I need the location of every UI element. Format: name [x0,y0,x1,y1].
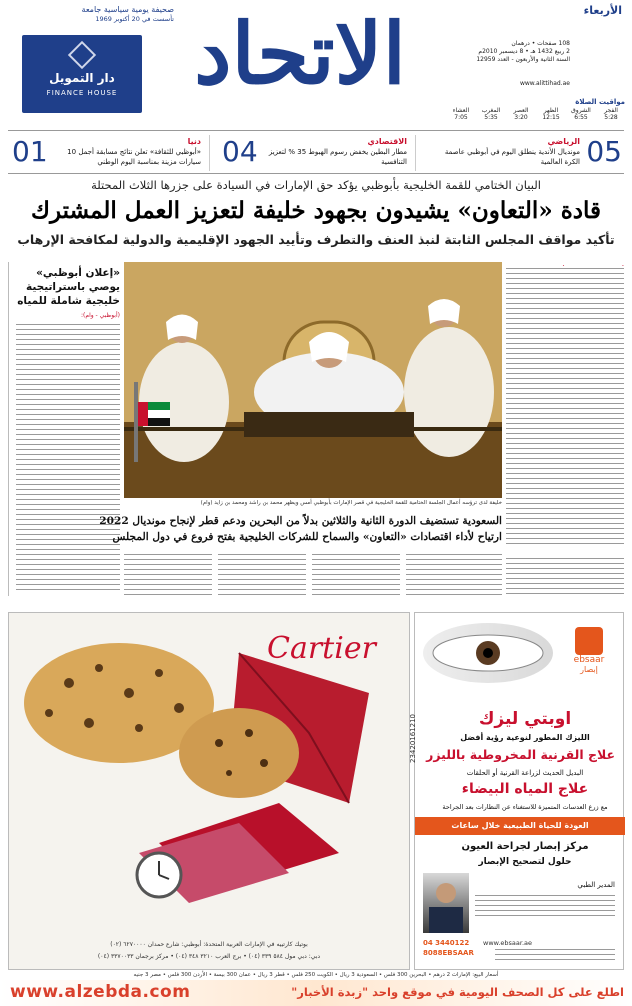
leopard-and-wallet-illustration [9,613,411,923]
doctor-photo [423,873,469,933]
cartier-footer-line2: دبي: دبي مول ٥٨٤ ٣٣٩ (٠٤) • برج العرب ٣٢١٠ ٣٤٨ (٠٤) • مركز برجمان ٣٣٧٠٠٣٣ (٠٤) [97,953,321,960]
lead-subhead: تأكيد مواقف المجلس الثابتة لنبذ العنف والتطرف وتأييد الجهود الإقليمية والدولية لمكافحة الإرهاب [17,232,615,247]
prayer-name: المغرب [481,107,501,114]
prayer-time-item [597,107,625,123]
cartier-logo: Cartier [267,631,376,666]
ebsaar-logo-ar: إبصار [580,665,598,674]
ebsaar-logo-mark [575,627,603,655]
founded-date: تأسست في 20 أكتوبر 1969 [95,15,174,23]
ebsaar-title-optilasik: اوبتي ليزك [478,709,572,729]
teaser-text: مطار البطين يخفض رسوم الهبوط 35 % لتعزيز التنافسية [268,148,407,166]
prayer-time: 6:55 [574,114,588,121]
watermark-text: اطلع على كل الصحف اليومية في موقع واحد "زبدة الأخبار" [291,985,624,999]
edition-issue: السنة الثانية والأربعون - العدد 12959 [476,56,570,63]
ebsaar-sub3: مع زرع العدسات المتميزة للاستغناء عن النظارات بعد الجراحة [442,803,608,811]
teaser-number: 01 [12,135,48,168]
masthead [0,0,632,104]
ebsaar-logo-en: ebsaar [573,655,605,665]
edition-date: 2 ربيع 1432 هـ • 8 ديسمبر 2010م [478,48,570,55]
secondary-headline-2: ارتياح لأداء اقتصادات «التعاون» والسماح للشركات الخليجية بفتح فروع في دول المجلس [112,531,502,543]
side-story-byline: (أبوظبي - وام): [81,312,120,319]
prayer-time-item [447,107,475,123]
prayer-time: 12:15 [542,114,560,121]
story-column [406,552,502,596]
ebsaar-band: العودة للحياة الطبيعية خلال ساعات [415,817,625,835]
ebsaar-center-sub: حلول لتصحيح الإبصار [478,857,572,867]
teaser-text: «أبوظبي للثقافة» تعلن نتائج مسابقة أجمل 10 سيارات مزينة بمناسبة اليوم الوطني [67,148,201,166]
finance-house-emblem [68,41,96,69]
eye-illustration [423,623,553,683]
lead-headline: قادة «التعاون» يشيدون بجهود خليفة لتعزيز العمل المشترك [30,197,601,224]
watermark-banner[interactable] [0,980,632,1006]
finance-house-arabic: دار التمويل [49,71,115,85]
edition-price: 108 صفحات • درهمان [511,40,570,47]
ebsaar-website[interactable]: www.ebsaar.ae [483,939,533,947]
ebsaar-sub1: الليزك المطور لنوعية رؤية أفضل [460,733,590,742]
prayer-times [447,98,625,122]
ebsaar-sms[interactable]: 8088EBSAAR [423,949,474,957]
teaser-strip [8,130,624,174]
lead-kicker: البيان الختامي للقمة الخليجية بأبوظبي يؤكد حق الإمارات في السيادة على جزرها الثلاث المحتلة [91,178,541,192]
ebsaar-phone[interactable]: 04 3440122 [423,939,470,947]
doctor-portrait-icon [423,873,469,933]
ebsaar-sub2: البديل الحديث لزراعة القرنية أو الحلقات [466,769,584,777]
prayer-time-item [477,107,505,123]
lead-story-body [506,266,624,548]
side-story-title: «إعلان أبوظبي» يوصي باستراتيجية خليجية شاملة للمياه [17,267,120,307]
issue-day: الأربعاء [583,4,622,17]
ebsaar-title-keratoconus: علاج القرنية المخروطية بالليزر [426,747,615,762]
teaser-culture[interactable] [10,135,210,171]
teaser-economy[interactable] [220,135,416,171]
ebsaar-address [495,947,615,963]
prayer-times-title: مواقيت الصلاة [575,98,625,106]
prayer-name: الشروق [571,107,591,114]
prayer-time: 5:35 [484,114,498,121]
teaser-sports[interactable] [428,135,624,171]
prayer-time-item [567,107,595,123]
teaser-number: 05 [586,135,622,168]
prayer-time: 3:20 [514,114,528,121]
eye-icon [423,623,553,683]
teaser-section: الرياضي [547,137,580,146]
story-column [506,556,624,596]
prayer-time: 7:05 [454,114,468,121]
edition-info [452,40,570,64]
watermark-url[interactable]: www.alzebda.com [10,982,191,1002]
prayer-time-item [507,107,535,123]
prayer-times-list [447,107,625,123]
lead-photo [124,262,502,498]
secondary-headline-1: السعودية تستضيف الدورة الثانية والثلاثين بدلاً من البحرين ودعم قطر لإنجاح مونديال 2022 [99,515,502,527]
teaser-section: دنيا [187,137,201,146]
teaser-number: 04 [222,135,258,168]
side-story-body [16,322,120,590]
lead-story-column [506,262,624,552]
cartier-ad[interactable] [8,612,410,970]
teaser-text: مونديال الأندية ينطلق اليوم في أبوظبي عاصمة الكرة العالمية [444,148,580,166]
cartier-footer-line1: بوتيك كارتييه في الإمارات العربية المتحدة: أبوظبي: شارع حمدان ٦٢٧٠٠٠٠ (٠٢) [110,941,308,948]
prayer-name: الظهر [543,107,559,114]
ebsaar-center-name: مركز إبصار لجراحة العيون [461,841,589,852]
newspaper-logo: الاتحاد [194,4,406,103]
ebsaar-doctor-bio [475,893,615,919]
ebsaar-logo [561,627,617,683]
summit-photo-illustration [124,262,502,498]
story-column [218,552,306,596]
finance-house-english: FINANCE HOUSE [46,89,118,97]
lead-photo-caption: خليفة لدى ترؤسه أعمال الجلسة الختامية للقمة الخليجية في قصر الإمارات بأبوظبي أمس ويظهر محمد بن راشد ومحمد بن زايد (وام) [200,500,502,506]
prayer-name: العشاء [452,107,470,114]
story-column [124,552,212,596]
ebsaar-doctor-title: المدير الطبي [577,881,615,889]
prayer-time: 5:28 [604,114,618,121]
side-story [8,262,120,596]
teaser-section: الاقتصادي [367,137,407,146]
tagline: صحيفة يومية سياسية جامعة [81,5,174,14]
website[interactable]: www.alittihad.ae [519,80,570,87]
prayer-time-item [537,107,565,123]
finance-house-logo [22,35,142,113]
prayer-name: العصر [513,107,529,114]
story-column [312,552,400,596]
prayer-name: الفجر [604,107,618,114]
footer-price-strip: أسعار البيع: الإمارات 2 درهم • البحرين 300 فلس • السعودية 3 ريال • الكويت 250 فلس • قطر 3 ريال • عمان 300 بيسة • الأردن 300 فلس • مصر 3 جنيه [133,972,499,978]
ebsaar-title-cataract: علاج المياه البيضاء [461,781,589,797]
ebsaar-side-number: 23420161210 [409,714,417,763]
ebsaar-ad[interactable] [409,612,624,970]
